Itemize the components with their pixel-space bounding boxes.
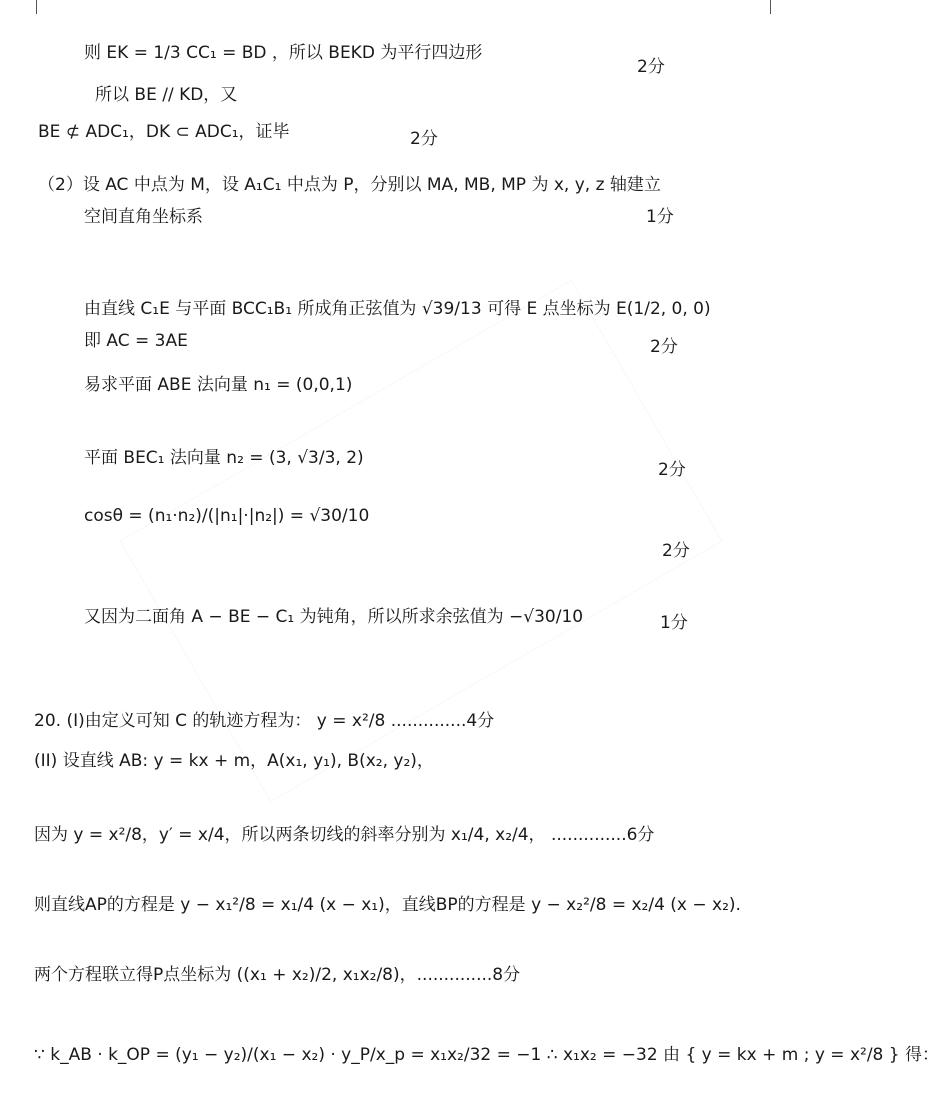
line-5-score: 1分 <box>646 207 674 227</box>
line-16-text: 两个方程联立得P点坐标为 ((x₁ + x₂)/2, x₁x₂/8)，..............8分 <box>34 965 521 985</box>
line-3-text: BE ⊄ ADC₁，DK ⊂ ADC₁，证毕 <box>38 122 290 142</box>
line-4-text: （2）设 AC 中点为 M，设 A₁C₁ 中点为 P，分别以 MA, MB, MP 为 x, y, z 轴建立 <box>38 175 661 195</box>
line-3-score: 2分 <box>410 129 438 149</box>
line-14 <box>34 820 654 845</box>
line-10-text: cosθ = (n₁·n₂)/(|n₁|·|n₂|) = √30/10 <box>84 506 370 526</box>
corner-mark-left <box>36 0 37 14</box>
line-3 <box>38 117 290 142</box>
line-11-text: 又因为二面角 A − BE − C₁ 为钝角，所以所求余弦值为 −√30/10 <box>84 607 584 627</box>
line-9 <box>84 443 364 468</box>
line-15-text: 则直线AP的方程是 y − x₁²/8 = x₁/4 (x − x₁)，直线BP的方程是 y − x₂²/8 = x₂/4 (x − x₂). <box>34 895 741 915</box>
line-6 <box>84 294 711 319</box>
line-7-text: 即 AC = 3AE <box>84 331 188 351</box>
line-6-text: 由直线 C₁E 与平面 BCC₁B₁ 所成角正弦值为 √39/13 可得 E 点坐标为 E(1/2, 0, 0) <box>84 299 711 319</box>
line-5 <box>84 202 203 227</box>
line-14-text: 因为 y = x²/8，y′ = x/4，所以两条切线的斜率分别为 x₁/4, x₂/4， ..............6分 <box>34 825 655 845</box>
line-10-score: 2分 <box>662 541 690 561</box>
line-9-text: 平面 BEC₁ 法向量 n₂ = (3, √3/3, 2) <box>84 448 364 468</box>
line-5-text: 空间直角坐标系 <box>84 207 203 227</box>
line-8-text: 易求平面 ABE 法向量 n₁ = (0,0,1) <box>84 375 353 395</box>
line-1-score: 2分 <box>637 57 665 77</box>
line-12-text: 20. (I)由定义可知 C 的轨迹方程为： y = x²/8 ..............4分 <box>34 711 495 731</box>
line-2 <box>95 80 237 105</box>
line-9-score: 2分 <box>658 460 686 480</box>
line-4 <box>38 170 661 195</box>
line-11-score: 1分 <box>660 613 688 633</box>
line-1-text: 则 EK = 1/3 CC₁ = BD ，所以 BEKD 为平行四边形 <box>84 43 483 63</box>
line-8 <box>84 370 352 395</box>
line-17 <box>34 1040 939 1065</box>
line-13-text: (II) 设直线 AB: y = kx + m，A(x₁, y₁), B(x₂, y₂)， <box>34 751 434 771</box>
line-7 <box>84 326 188 351</box>
line-7-score: 2分 <box>650 337 678 357</box>
line-13 <box>34 746 434 771</box>
corner-mark-right <box>770 0 771 14</box>
line-12 <box>34 706 494 731</box>
line-10 <box>84 506 369 526</box>
line-15 <box>34 890 741 915</box>
line-1 <box>84 38 482 63</box>
line-11 <box>84 602 583 627</box>
line-17-text: ∵ k_AB · k_OP = (y₁ − y₂)/(x₁ − x₂) · y_P/x_p = x₁x₂/32 = −1 ∴ x₁x₂ = −32 由 { y = kx + m ; y = x²/8 } 得： <box>34 1045 939 1065</box>
line-16 <box>34 960 520 985</box>
line-2-text: 所以 BE // KD，又 <box>95 85 238 105</box>
